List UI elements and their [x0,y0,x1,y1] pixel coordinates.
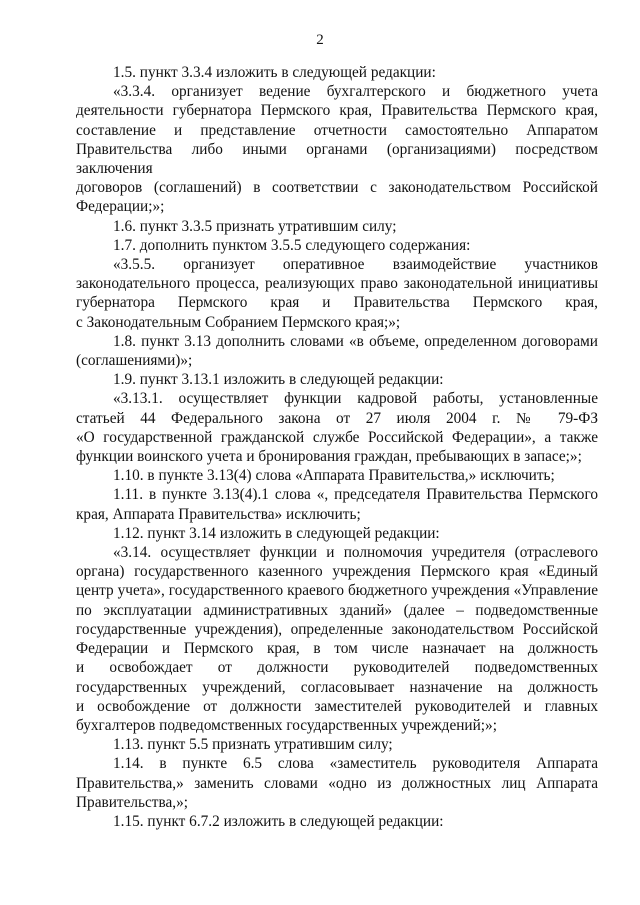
document-body [76,63,598,831]
text-line: деятельности губернатора Пермского края, Правительства Пермского края, [76,102,598,120]
paragraph [76,370,598,389]
text-line: Правительства,»; [76,793,188,811]
page-number: 2 [316,32,324,48]
paragraph [76,236,598,255]
text-line: 1.10. в пункте 3.13(4) слова «Аппарата Правительства,» исключить; [113,467,555,485]
text-line: функции воинского учета и бронирования граждан, пребывающих в запасе;»; [76,448,582,466]
text-line: органа) государственного казенного учреждения Пермского края «Единый [76,563,598,581]
paragraph [76,466,598,485]
text-line: законодательного процесса, реализующих право законодательной инициативы [76,275,598,293]
text-line: с Законодательным Собранием Пермского края;»; [76,313,401,331]
text-line: «3.13.1. осуществляет функции кадровой работы, установленные [113,390,598,408]
text-line: государственных учреждений, согласовывает назначение на должность [76,678,598,696]
paragraph [76,332,598,370]
paragraph [76,754,598,812]
text-line: 1.12. пункт 3.14 изложить в следующей редакции: [113,524,440,542]
text-line: статьей 44 Федерального закона от 27 июля 2004 г. № 79-ФЗ [76,409,598,427]
text-line: Федерации и Пермского края, в том числе назначает на должность [76,640,598,658]
paragraph [76,82,598,216]
text-line: 1.9. пункт 3.13.1 изложить в следующей редакции: [113,371,444,389]
text-line: Правительства либо иными органами (организациями) посредством заключения [76,140,598,178]
text-line: и освобождает от должности руководителей подведомственных [76,659,598,677]
paragraph [76,524,598,543]
text-line: Федерации;»; [76,198,165,216]
paragraph [76,812,598,831]
text-line: договоров (соглашений) в соответствии с законодательством Российской [76,179,598,197]
text-line: 1.5. пункт 3.3.4 изложить в следующей редакции: [113,64,436,81]
text-line: губернатора Пермского края и Правительства Пермского края, [76,294,598,312]
text-line: 1.14. в пункте 6.5 слова «заместитель руководителя Аппарата [113,755,598,773]
text-line: (соглашениями)»; [76,352,193,370]
paragraph [76,63,598,82]
text-line: «3.3.4. организует ведение бухгалтерского и бюджетного учета [113,83,598,101]
paragraph [76,543,598,735]
paragraph [76,735,598,754]
text-line: 1.7. дополнить пунктом 3.5.5 следующего содержания: [113,236,471,254]
text-line: и освобождение от должности заместителей руководителей и главных [76,697,598,715]
text-line: 1.11. в пункте 3.13(4).1 слова «, председателя Правительства Пермского [113,486,598,504]
text-line: Правительства,» заменить словами «одно из должностных лиц Аппарата [76,774,598,792]
paragraph [76,255,598,332]
paragraph [76,485,598,523]
text-line: центр учета», государственного краевого бюджетного учреждения «Управление [76,582,598,600]
text-line: «3.5.5. организует оперативное взаимодействие участников [113,256,598,274]
paragraph [76,217,598,236]
text-line: 1.15. пункт 6.7.2 изложить в следующей редакции: [113,812,444,830]
paragraph [76,389,598,466]
text-line: края, Аппарата Правительства» исключить; [76,505,361,523]
text-line: 1.13. пункт 5.5 признать утратившим силу; [113,736,393,754]
text-line: по эксплуатации административных зданий» (далее – подведомственные [76,601,598,619]
text-line: «3.14. осуществляет функции и полномочия учредителя (отраслевого [113,544,598,562]
text-line: государственные учреждения), определенные законодательством Российской [76,620,598,638]
text-line: бухгалтеров подведомственных государственных учреждений;»; [76,716,497,734]
text-line: 1.8. пункт 3.13 дополнить словами «в объеме, определенном договорами [113,332,598,350]
text-line: составление и представление отчетности самостоятельно Аппаратом [76,121,598,139]
text-line: «О государственной гражданской службе Российской Федерации», а также [76,428,598,446]
text-line: 1.6. пункт 3.3.5 признать утратившим силу; [113,217,397,235]
